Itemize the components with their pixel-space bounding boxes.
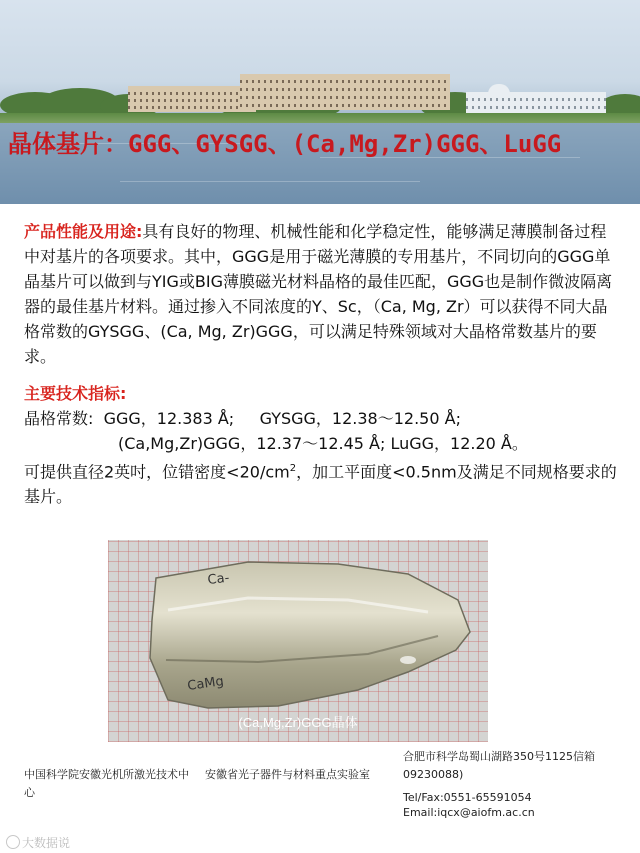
footer-email: Email:iqcx@aiofm.ac.cn xyxy=(403,806,535,819)
page-title: 晶体基片：GGG、GYSGG、(Ca,Mg,Zr)GGG、LuGG xyxy=(8,130,562,158)
specs-section xyxy=(24,381,619,509)
specs-heading: 主要技术指标: xyxy=(24,384,127,403)
footer-org-2: 安徽省光子器件与材料重点实验室 xyxy=(205,768,370,781)
footer-address: 合肥市科学岛蜀山湖路350号1125信箱09230088) xyxy=(403,750,595,781)
building-main xyxy=(240,74,450,110)
superscript: 2 xyxy=(289,463,297,474)
spec-line-2: (Ca,Mg,Zr)GGG，12.37～12.45 Å; LuGG，12.20 Å。 xyxy=(118,434,528,453)
crystal-photo xyxy=(108,540,488,742)
watermark: 大数据说 xyxy=(6,834,70,851)
crystal-mark-2: CaMg xyxy=(186,674,225,694)
footer-org-1: 中国科学院安徽光机所激光技术中心 xyxy=(24,768,189,799)
spec-line-1: 晶格常数: GGG，12.383 Å; GYSGG，12.38～12.50 Å; xyxy=(24,409,461,428)
intro-heading: 产品性能及用途: xyxy=(24,222,143,241)
intro-section xyxy=(24,219,619,369)
crystal-mark-1: Ca- xyxy=(206,570,231,588)
watermark-logo-icon xyxy=(6,835,20,849)
building-left xyxy=(128,86,256,112)
footer-tel: Tel/Fax:0551-65591054 xyxy=(403,791,532,804)
header-banner xyxy=(0,0,640,204)
spec-line-3: 可提供直径2英吋，位错密度$<20/cm^2$，加工平面度<0.5nm及满足不同规格要求的基片。 xyxy=(24,462,617,507)
intro-text: 具有良好的物理、机械性能和化学稳定性，能够满足薄膜制备过程中对基片的各项要求。其中，GGG是用于磁光薄膜的专用基片，不同切向的GGG单晶基片可以做到与YIG或BIG薄膜磁光材料晶格的最佳匹配，GGG也是制作微波隔离器的最佳基片材料。通过掺入不同浓度的Y、Sc，（Ca, Mg, Zr）可以获得不同大晶格常数的GYSGG、(Ca, Mg, Zr)GGG，可以满足特殊领域对大晶格常数基片的要求。 xyxy=(24,222,613,366)
shoreline xyxy=(0,113,640,123)
photo-caption: (Ca,Mg,Zr)GGG晶体 xyxy=(238,715,358,730)
